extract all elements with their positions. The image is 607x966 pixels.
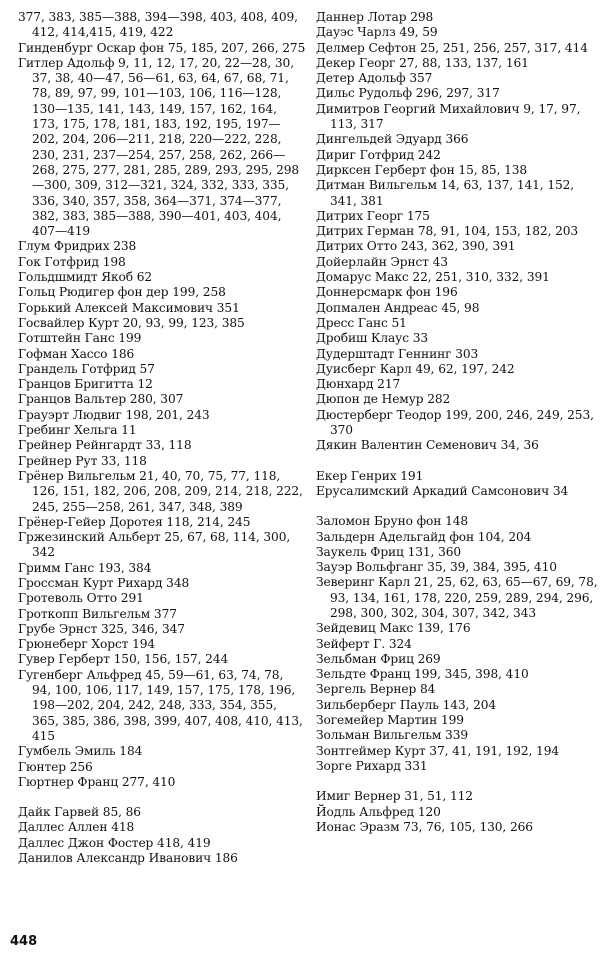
index-entry: Дингельдей Эдуард 366 bbox=[316, 132, 469, 147]
index-entry: Детер Адольф 357 bbox=[316, 71, 433, 86]
index-entry: Грауэрт Людвиг 198, 201, 243 bbox=[18, 407, 210, 422]
index-entry: Гольдшмидт Якоб 62 bbox=[18, 270, 153, 285]
index-entries-left bbox=[18, 10, 306, 866]
index-entry: Ионас Эразм 73, 76, 105, 130, 266 bbox=[316, 819, 533, 834]
index-entry: Дириг Готфрид 242 bbox=[316, 147, 441, 162]
index-entry: Йодль Альфред 120 bbox=[316, 804, 441, 819]
index-entry: Госвайлер Курт 20, 93, 99, 123, 385 bbox=[18, 315, 245, 330]
index-entry: Гранцов Вальтер 280, 307 bbox=[18, 392, 184, 407]
index-entry: Грубе Эрнст 325, 346, 347 bbox=[18, 621, 185, 636]
index-entry: Грандель Готфрид 57 bbox=[18, 361, 155, 376]
index-entry: Дауэс Чарлз 49, 59 bbox=[316, 25, 438, 40]
section-gap bbox=[316, 499, 598, 514]
index-entry: Грюнеберг Хорст 194 bbox=[18, 637, 156, 652]
index-entry: Грёнер-Гейер Доротея 118, 214, 245 bbox=[18, 514, 251, 529]
index-entry: Гумбель Эмиль 184 bbox=[18, 744, 143, 759]
index-entry: Екер Генрих 191 bbox=[316, 468, 424, 483]
index-entry: Делмер Сефтон 25, 251, 256, 257, 317, 414 bbox=[316, 40, 588, 55]
index-entry: Глум Фридрих 238 bbox=[18, 239, 137, 254]
index-entry: Дудерштадт Геннинг 303 bbox=[316, 346, 479, 361]
index-entry: Грёнер Вильгельм 21, 40, 70, 75, 77, 118, 126, 151, 182, 206, 208, 209, 214, 218, 222, 245, 255—258, 261, 347, 348, 389 bbox=[18, 468, 303, 514]
index-entry: Зельдте Франц 199, 345, 398, 410 bbox=[316, 667, 529, 682]
index-entry: Зольман Вильгельм 339 bbox=[316, 728, 468, 743]
section-gap bbox=[18, 790, 306, 805]
index-entry: Дойерлайн Эрнст 43 bbox=[316, 254, 448, 269]
index-entry: Дюпон де Немур 282 bbox=[316, 392, 451, 407]
index-entry: Готштейн Ганс 199 bbox=[18, 331, 142, 346]
index-entry: Допмален Андреас 45, 98 bbox=[316, 300, 480, 315]
index-entry: Даллес Аллен 418 bbox=[18, 820, 135, 835]
index-entry: Имиг Вернер 31, 51, 112 bbox=[316, 789, 473, 804]
index-entry: Зеверинг Карл 21, 25, 62, 63, 65—67, 69, 78, 93, 134, 161, 178, 220, 259, 289, 294, 296, 298, 300, 302, 304, 307, 342, 343 bbox=[316, 575, 598, 620]
index-entry: Дитман Вильгельм 14, 63, 137, 141, 152, 341, 381 bbox=[316, 178, 575, 208]
index-column-right bbox=[316, 10, 598, 835]
index-entry: Домарус Макс 22, 251, 310, 332, 391 bbox=[316, 270, 550, 285]
index-entry: 377, 383, 385—388, 394—398, 403, 408, 409, 412, 414,415, 419, 422 bbox=[18, 10, 298, 40]
section-gap bbox=[316, 454, 598, 469]
index-entry: Дирксен Герберт фон 15, 85, 138 bbox=[316, 162, 528, 177]
index-entry: Зонтгеймер Курт 37, 41, 191, 192, 194 bbox=[316, 743, 560, 758]
index-entry: Гржезинский Альберт 25, 67, 68, 114, 300, 342 bbox=[18, 530, 291, 560]
index-entry: Гофман Хассо 186 bbox=[18, 346, 135, 361]
index-entries-right bbox=[316, 10, 598, 835]
index-entry: Зальдерн Адельгайд фон 104, 204 bbox=[316, 529, 532, 544]
index-entry: Заукель Фриц 131, 360 bbox=[316, 544, 462, 559]
index-entry: Дитрих Отто 243, 362, 390, 391 bbox=[316, 239, 516, 254]
index-entry: Доннерсмарк фон 196 bbox=[316, 285, 458, 300]
index-entry: Зельбман Фриц 269 bbox=[316, 651, 441, 666]
index-entry: Дробиш Клаус 33 bbox=[316, 331, 429, 346]
index-entry: Гюртнер Франц 277, 410 bbox=[18, 774, 176, 789]
index-entry: Дайк Гарвей 85, 86 bbox=[18, 805, 141, 820]
index-entry: Дресс Ганс 51 bbox=[316, 315, 407, 330]
index-entry: Дитрих Георг 175 bbox=[316, 208, 430, 223]
index-entry: Грейнер Рейнгардт 33, 118 bbox=[18, 438, 192, 453]
index-entry: Гольц Рюдигер фон дер 199, 258 bbox=[18, 285, 226, 300]
index-entry: Гитлер Адольф 9, 11, 12, 17, 20, 22—28, 30, 37, 38, 40—47, 56—61, 63, 64, 67, 68, 71, 78, 89, 97, 99, 101—103, 106, 116—128, 130—135, 141, 143, 149, 157, 162, 164, 173, 175, 178, 181, 183, 192, 195, 197—202, 204, 206—211, 218, 220—222, 228, 230, 231, 237—254, 257, 258, 262, 266—268, 275, 277, 281, 285, 289, 293, 295, 298—300, 309, 312—321, 324, 332, 333, 335, 336, 340, 357, 358, 364—371, 374—377, 382, 383, 385—388, 390—401, 403, 404, 407—419 bbox=[18, 55, 300, 239]
index-entry: Гроткопп Вильгельм 377 bbox=[18, 606, 177, 621]
index-entry: Дюстерберг Теодор 199, 200, 246, 249, 253, 370 bbox=[316, 407, 594, 438]
index-entry: Гребинг Хельга 11 bbox=[18, 423, 137, 438]
index-entry: Дуисберг Карл 49, 62, 197, 242 bbox=[316, 361, 515, 376]
index-entry: Гроссман Курт Рихард 348 bbox=[18, 575, 190, 590]
index-entry: Ерусалимский Аркадий Самсонович 34 bbox=[316, 483, 569, 498]
index-entry: Грейнер Рут 33, 118 bbox=[18, 453, 147, 468]
index-entry: Заломон Бруно фон 148 bbox=[316, 514, 469, 529]
index-entry: Гюнтер 256 bbox=[18, 759, 93, 774]
index-entry: Дильс Рудольф 296, 297, 317 bbox=[316, 86, 500, 101]
index-entry: Даллес Джон Фостер 418, 419 bbox=[18, 835, 211, 850]
index-entry: Декер Георг 27, 88, 133, 137, 161 bbox=[316, 55, 529, 70]
index-entry: Зергель Вернер 84 bbox=[316, 682, 436, 697]
index-entry: Зорге Рихард 331 bbox=[316, 758, 428, 773]
index-entry: Дитрих Герман 78, 91, 104, 153, 182, 203 bbox=[316, 224, 579, 239]
index-column-left bbox=[18, 10, 306, 866]
index-entry: Зильберберг Пауль 143, 204 bbox=[316, 697, 497, 712]
index-entry: Гротеволь Отто 291 bbox=[18, 591, 144, 606]
index-entry: Гинденбург Оскар фон 75, 185, 207, 266, 275 bbox=[18, 40, 306, 55]
section-gap bbox=[316, 774, 598, 789]
page-number: 448 bbox=[10, 934, 38, 949]
index-entry: Зауэр Вольфганг 35, 39, 384, 395, 410 bbox=[316, 560, 557, 575]
index-entry: Горький Алексей Максимович 351 bbox=[18, 300, 240, 315]
index-entry: Зогемейер Мартин 199 bbox=[316, 713, 464, 728]
index-entry: Зейферт Г. 324 bbox=[316, 636, 412, 651]
index-entry: Даннер Лотар 298 bbox=[316, 10, 434, 24]
index-entry: Гувер Герберт 150, 156, 157, 244 bbox=[18, 652, 229, 667]
index-entry: Гримм Ганс 193, 384 bbox=[18, 560, 152, 575]
index-entry: Гок Готфрид 198 bbox=[18, 254, 126, 269]
index-entry: Дякин Валентин Семенович 34, 36 bbox=[316, 438, 539, 453]
index-entry: Данилов Александр Иванович 186 bbox=[18, 851, 238, 866]
index-entry: Дюнхард 217 bbox=[316, 377, 401, 392]
index-entry: Гранцов Бригитта 12 bbox=[18, 377, 153, 392]
index-entry: Димитров Георгий Михайлович 9, 17, 97, 113, 317 bbox=[316, 101, 581, 132]
index-entry: Зейдевиц Макс 139, 176 bbox=[316, 621, 471, 636]
index-entry: Гугенберг Альфред 45, 59—61, 63, 74, 78, 94, 100, 106, 117, 149, 157, 175, 178, 196, 198—202, 204, 242, 248, 333, 354, 355, 365, 385, 386, 398, 399, 407, 408, 410, 413, 415 bbox=[18, 667, 303, 743]
